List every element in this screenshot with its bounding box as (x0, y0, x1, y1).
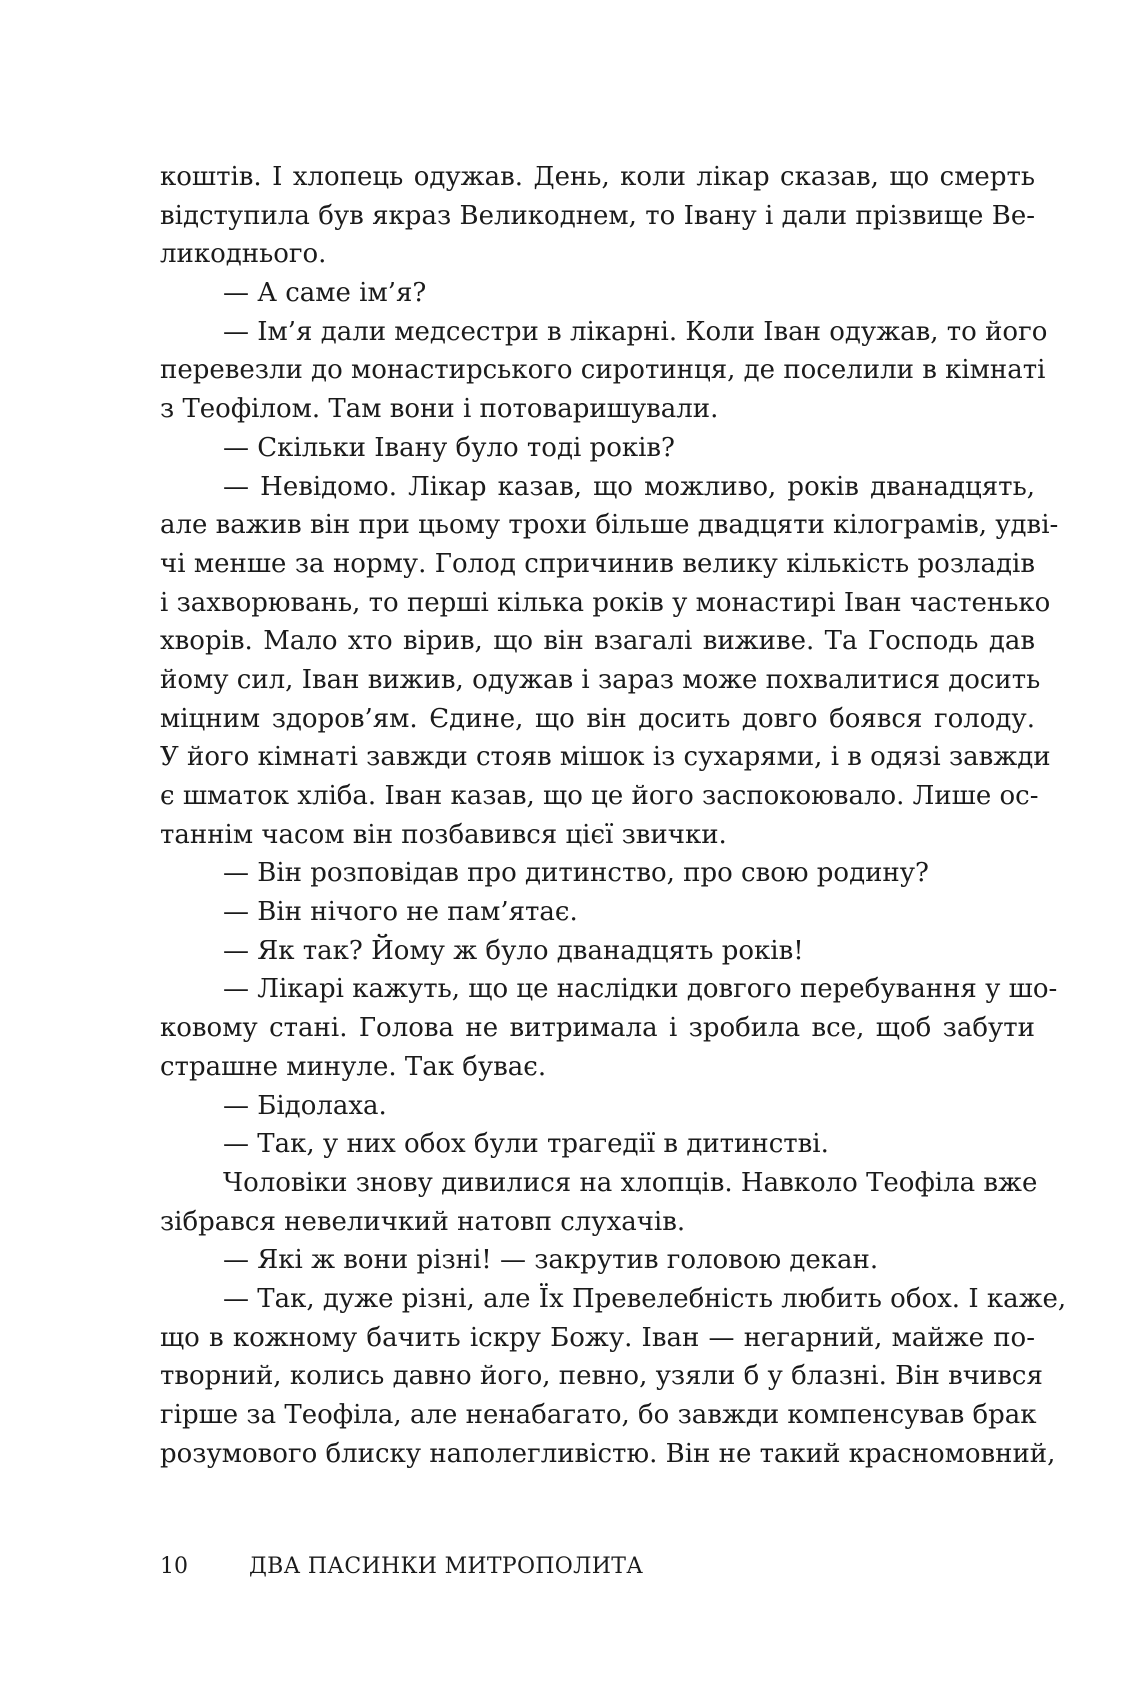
text-line: йому сил, Іван вижив, одужав і зараз може похвалитися досить (160, 664, 1041, 695)
text-line: розумового блиску наполегливістю. Він не такий красномовний, (160, 1438, 1056, 1469)
text-line: з Теофілом. Там вони і потоваришували. (160, 394, 719, 425)
text-line: відступила був якраз Великоднем, то Івану і дали прізвище Ве- (160, 200, 1035, 231)
text-line: — Бідолаха. (223, 1090, 387, 1121)
text-line: ликоднього. (160, 239, 327, 270)
text-line: — А саме ім’я? (223, 278, 427, 309)
text-line: — Лікарі кажуть, що це наслідки довгого перебування у шо- (223, 974, 1058, 1005)
text-line: — Ім’я дали медсестри в лікарні. Коли Іван одужав, то його (223, 316, 1048, 347)
text-line: — Так, у них обох були трагедії в дитинстві. (223, 1129, 829, 1160)
text-line: — Він розповідав про дитинство, про свою родину? (223, 858, 929, 889)
page-footer (160, 1552, 643, 1582)
text-line: страшне минуле. Так буває. (160, 1051, 547, 1082)
text-line: і захворювань, то перші кілька років у монастирі Іван частенько (160, 587, 1051, 618)
text-line: У його кімнаті завжди стояв мішок із сухарями, і в одязі завжди (160, 742, 1051, 773)
text-line: зібрався невеличкий натовп слухачів. (160, 1206, 686, 1237)
page-number: 10 (160, 1554, 188, 1579)
text-line: коштів. І хлопець одужав. День, коли лікар сказав, що смерть (160, 162, 1035, 192)
text-line: що в кожному бачить іскру Божу. Іван — негарний, майже по- (160, 1322, 1035, 1353)
text-line: — Так, дуже різні, але Їх Превелебність любить обох. І каже, (223, 1283, 1067, 1314)
text-line: міцним здоров’ям. Єдине, що він досить довго боявся голоду. (160, 703, 1035, 734)
text-line: є шматок хліба. Іван казав, що це його заспокоювало. Лише ос- (160, 781, 1039, 811)
text-line: — Як так? Йому ж було дванадцять років! (223, 935, 804, 966)
text-line: перевезли до монастирського сиротинця, де поселили в кімнаті (160, 355, 1046, 386)
text-line: Чоловіки знову дивилися на хлопців. Навколо Теофіла вже (223, 1167, 1038, 1198)
text-line: хворів. Мало хто вірив, що він взагалі виживе. Та Господь дав (160, 626, 1035, 657)
text-line: гірше за Теофіла, але ненабагато, бо завжди компенсував брак (160, 1400, 1037, 1430)
text-line: творний, колись давно його, певно, узяли б у блазні. Він вчився (160, 1361, 1043, 1392)
text-line: — Він нічого не пам’ятає. (223, 897, 578, 928)
running-title: ДВА ПАСИНКИ МИТРОПОЛИТА (249, 1554, 644, 1579)
text-line: ковому стані. Голова не витримала і зробила все, щоб забути (160, 1013, 1035, 1044)
text-line: — Які ж вони різні! — закрутив головою декан. (223, 1245, 879, 1276)
text-line: — Скільки Івану було тоді років? (223, 432, 675, 463)
text-line: чі менше за норму. Голод спричинив велику кількість розладів (160, 548, 1035, 579)
text-line: таннім часом він позбавився цієї звички. (160, 819, 727, 850)
text-line: але важив він при цьому трохи більше двадцяти кілограмів, удві- (160, 510, 1059, 541)
text-line: — Невідомо. Лікар казав, що можливо, років дванадцять, (223, 471, 1035, 502)
body-text (160, 158, 1067, 1473)
